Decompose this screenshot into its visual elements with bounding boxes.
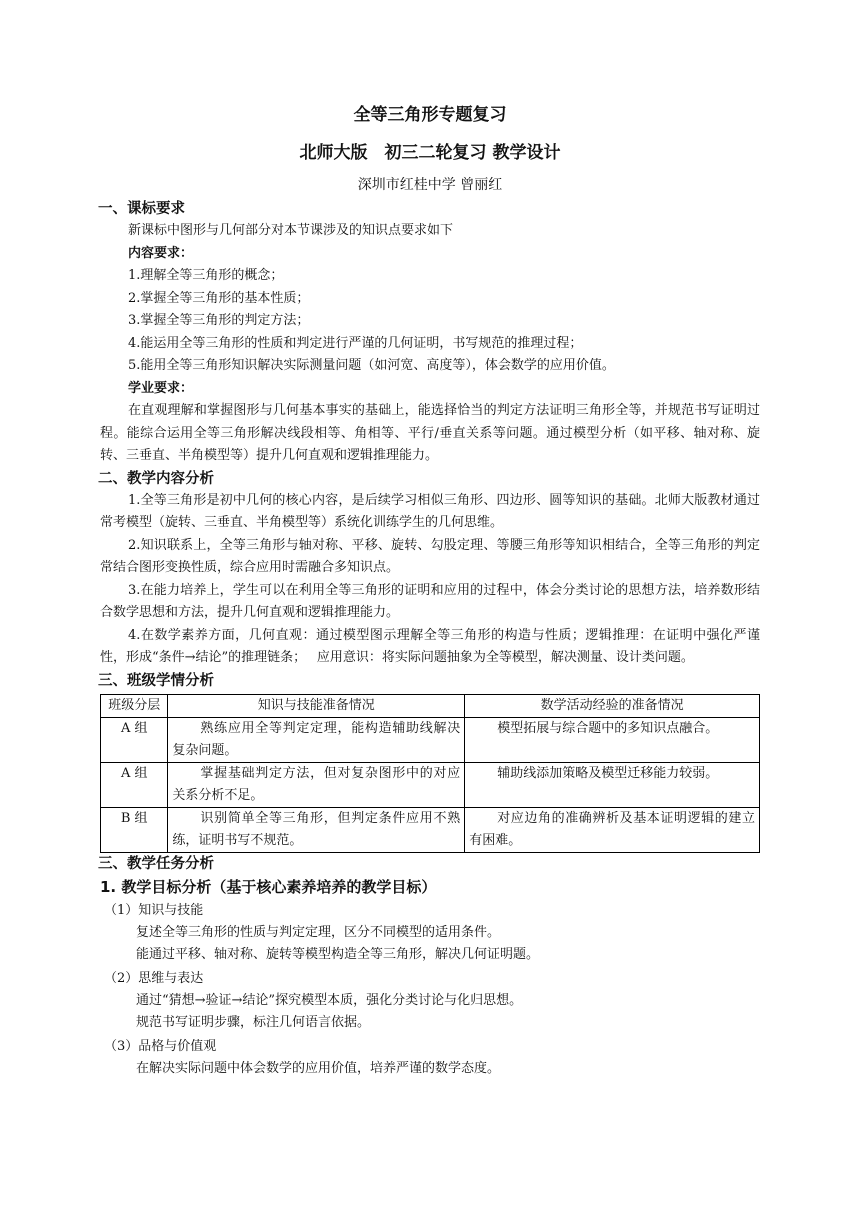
table-cell-knowledge bbox=[168, 717, 465, 762]
academic-requirements-label: 学业要求： bbox=[128, 380, 194, 396]
goal-line: 复述全等三角形的性质与判定定理，区分不同模型的适用条件。 bbox=[136, 924, 501, 940]
table-header-cell: 班级分层 bbox=[101, 694, 168, 717]
content-item: 3.掌握全等三角形的判定方法； bbox=[128, 313, 310, 328]
table-row bbox=[101, 717, 760, 762]
goal-line: 在解决实际问题中体会数学的应用价值，培养严谨的数学态度。 bbox=[136, 1060, 501, 1076]
goal-label: （1）知识与技能 bbox=[104, 902, 204, 918]
subsection-heading-goals: 1. 教学目标分析（基于核心素养培养的教学目标） bbox=[100, 877, 437, 896]
table-cell-experience bbox=[465, 717, 760, 762]
content-analysis-paragraph: 2.知识联系上，全等三角形与轴对称、平移、旋转、勾股定理、等腰三角形等知识相结合，全等三角形的判定常结合图形变换性质，综合应用时需融合多知识点。 bbox=[100, 537, 760, 575]
table-header-row bbox=[101, 694, 760, 717]
content-analysis-paragraph: 3.在能力培养上，学生可以在利用全等三角形的证明和应用的过程中，体会分类讨论的思想方法，培养数形结合数学思想和方法，提升几何直观和逻辑推理能力。 bbox=[100, 582, 760, 620]
table-header-cell: 知识与技能准备情况 bbox=[168, 694, 465, 717]
document-subtitle: 北师大版 初三二轮复习 教学设计 bbox=[299, 143, 561, 163]
table-cell-text: 模型拓展与综合题中的多知识点融合。 bbox=[497, 720, 719, 736]
curriculum-intro: 新课标中图形与几何部分对本节课涉及的知识点要求如下 bbox=[128, 223, 454, 238]
table-cell-text: 掌握基础判定方法，但对复杂图形中的对应关系分析不足。 bbox=[172, 765, 461, 803]
section-heading-task-analysis: 三、教学任务分析 bbox=[98, 855, 214, 872]
goal-label: （3）品格与价值观 bbox=[104, 1038, 217, 1054]
content-requirements-label: 内容要求： bbox=[128, 245, 194, 261]
table-cell-experience bbox=[465, 762, 760, 807]
goal-line: 通过“猜想→验证→结论”探究模型本质，强化分类讨论与化归思想。 bbox=[136, 992, 523, 1008]
table-cell-group: A 组 bbox=[101, 762, 168, 807]
document-title: 全等三角形专题复习 bbox=[353, 105, 507, 125]
content-analysis-paragraph: 1.全等三角形是初中几何的核心内容，是后续学习相似三角形、四边形、圆等知识的基础。北师大版教材通过常考模型（旋转、三垂直、半角模型等）系统化训练学生的几何思维。 bbox=[100, 492, 760, 530]
content-analysis-paragraph: 4.在数学素养方面，几何直观：通过模型图示理解全等三角形的构造与性质；逻辑推理：在证明中强化严谨性，形成“条件→结论”的推理链条； 应用意识：将实际问题抽象为全等模型，解决测量、设计类问题。 bbox=[100, 627, 760, 665]
content-item: 2.掌握全等三角形的基本性质； bbox=[128, 290, 310, 306]
document-page bbox=[100, 98, 760, 1080]
table-cell-knowledge bbox=[168, 762, 465, 807]
table-cell-text: 熟练应用全等判定定理，能构造辅助线解决复杂问题。 bbox=[172, 720, 461, 758]
goal-label: （2）思维与表达 bbox=[104, 970, 204, 986]
section-heading-class-analysis: 三、班级学情分析 bbox=[98, 672, 214, 689]
table-cell-experience bbox=[465, 807, 760, 852]
academic-requirements-text: 在直观理解和掌握图形与几何基本事实的基础上，能选择恰当的判定方法证明三角形全等，并规范书写证明过程。能综合运用全等三角形解决线段相等、角相等、平行/垂直关系等问题。通过模型分析（如平移、轴对称、旋转、三垂直、半角模型等）提升几何直观和逻辑推理能力。 bbox=[100, 403, 760, 463]
author-line: 深圳市红桂中学 曾丽红 bbox=[357, 177, 503, 193]
content-item: 4.能运用全等三角形的性质和判定进行严谨的几何证明，书写规范的推理过程； bbox=[128, 335, 583, 351]
table-row bbox=[101, 807, 760, 852]
class-analysis-table bbox=[100, 694, 760, 853]
goal-line: 规范书写证明步骤，标注几何语言依据。 bbox=[136, 1015, 371, 1030]
table-cell-text: 对应边角的准确辨析及基本证明逻辑的建立有困难。 bbox=[469, 810, 755, 848]
content-item: 5.能用全等三角形知识解决实际测量问题（如河宽、高度等），体会数学的应用价值。 bbox=[128, 358, 615, 373]
section-heading-content-analysis: 二、教学内容分析 bbox=[98, 470, 214, 487]
table-cell-text: 识别简单全等三角形，但判定条件应用不熟练，证明书写不规范。 bbox=[172, 810, 461, 848]
goal-line: 能通过平移、轴对称、旋转等模型构造全等三角形，解决几何证明题。 bbox=[136, 947, 540, 962]
table-cell-knowledge bbox=[168, 807, 465, 852]
content-item: 1.理解全等三角形的概念； bbox=[128, 268, 284, 283]
table-cell-text: 辅助线添加策略及模型迁移能力较弱。 bbox=[497, 765, 719, 781]
table-cell-group: A 组 bbox=[101, 717, 168, 762]
table-row bbox=[101, 762, 760, 807]
table-header-cell: 数学活动经验的准备情况 bbox=[465, 694, 760, 717]
section-heading-curriculum: 一、课标要求 bbox=[98, 201, 185, 217]
table-cell-group: B 组 bbox=[101, 807, 168, 852]
